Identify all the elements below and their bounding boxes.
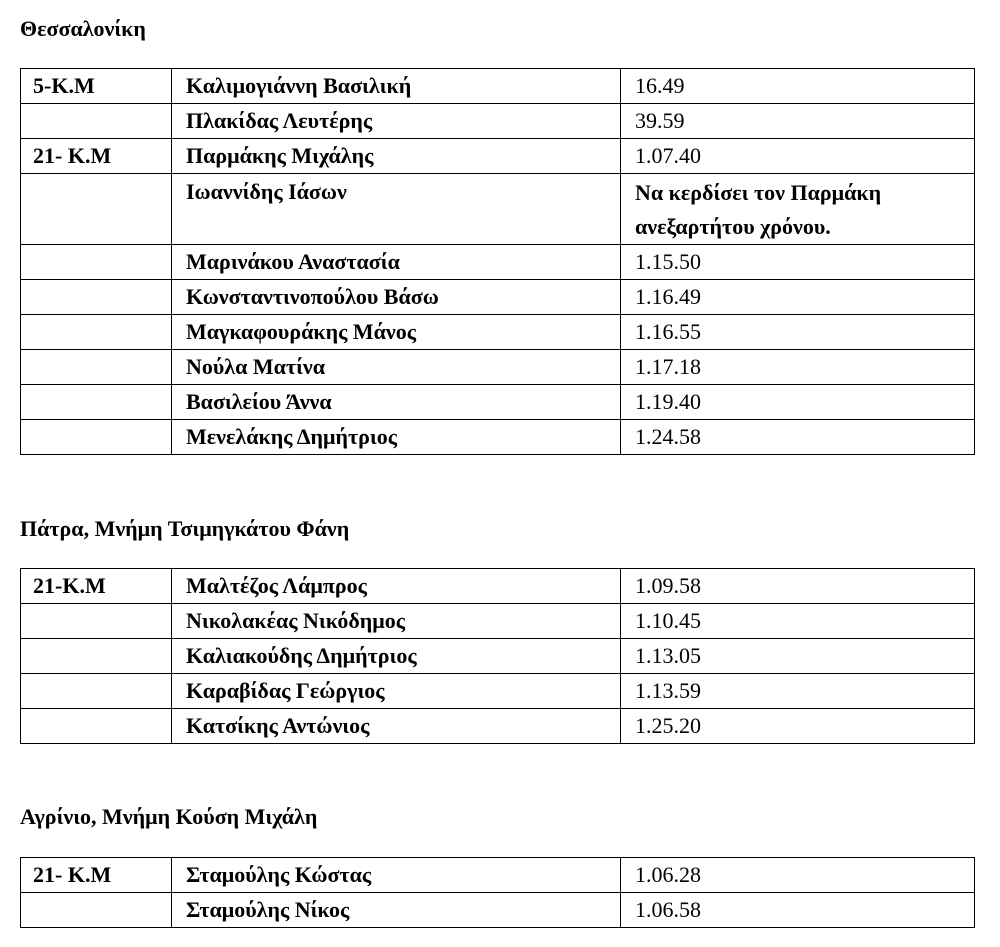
time-cell: 1.10.45 (621, 604, 975, 639)
athlete-name-cell: Ιωαννίδης Ιάσων (172, 174, 621, 245)
time-cell: 1.25.20 (621, 709, 975, 744)
category-cell (21, 639, 172, 674)
time-cell: 1.24.58 (621, 420, 975, 455)
time-cell: 1.06.28 (621, 858, 975, 893)
athlete-name-cell: Μαρινάκου Αναστασία (172, 245, 621, 280)
category-cell (21, 893, 172, 928)
table-row (21, 315, 975, 350)
table-row (21, 139, 975, 174)
athlete-name-cell: Κατσίκης Αντώνιος (172, 709, 621, 744)
category-cell (21, 104, 172, 139)
athlete-name-cell: Μενελάκης Δημήτριος (172, 420, 621, 455)
table-row (21, 604, 975, 639)
time-cell: 1.09.58 (621, 569, 975, 604)
time-cell: 1.06.58 (621, 893, 975, 928)
category-cell (21, 315, 172, 350)
table-row (21, 69, 975, 104)
time-note-cell: Να κερδίσει τον Παρμάκη ανεξαρτήτου χρόνου. (621, 174, 975, 245)
time-cell: 1.16.55 (621, 315, 975, 350)
table-row (21, 174, 975, 245)
time-cell: 1.19.40 (621, 385, 975, 420)
table-row (21, 674, 975, 709)
time-cell: 1.16.49 (621, 280, 975, 315)
athlete-name-cell: Καλιμογιάννη Βασιλική (172, 69, 621, 104)
athlete-name-cell: Σταμούλης Νίκος (172, 893, 621, 928)
section-title-thessaloniki: Θεσσαλονίκη (20, 16, 146, 41)
category-cell (21, 245, 172, 280)
table-row (21, 569, 975, 604)
time-cell: 1.15.50 (621, 245, 975, 280)
time-cell: 1.13.05 (621, 639, 975, 674)
table-row (21, 385, 975, 420)
athlete-name-cell: Σταμούλης Κώστας (172, 858, 621, 893)
athlete-name-cell: Παρμάκης Μιχάλης (172, 139, 621, 174)
category-cell: 21-Κ.Μ (21, 569, 172, 604)
category-cell (21, 174, 172, 245)
time-cell: 1.07.40 (621, 139, 975, 174)
category-cell (21, 350, 172, 385)
table-row (21, 104, 975, 139)
category-cell (21, 420, 172, 455)
athlete-name-cell: Νούλα Ματίνα (172, 350, 621, 385)
results-table-agrinio (20, 857, 975, 928)
results-table-thessaloniki (20, 68, 975, 455)
athlete-name-cell: Μαγκαφουράκης Μάνος (172, 315, 621, 350)
category-cell (21, 674, 172, 709)
category-cell (21, 385, 172, 420)
table-row (21, 709, 975, 744)
table-row (21, 350, 975, 385)
athlete-name-cell: Βασιλείου Άννα (172, 385, 621, 420)
athlete-name-cell: Νικολακέας Νικόδημος (172, 604, 621, 639)
athlete-name-cell: Καραβίδας Γεώργιος (172, 674, 621, 709)
athlete-name-cell: Μαλτέζος Λάμπρος (172, 569, 621, 604)
table-row (21, 245, 975, 280)
athlete-name-cell: Κωνσταντινοπούλου Βάσω (172, 280, 621, 315)
table-row (21, 893, 975, 928)
table-row (21, 420, 975, 455)
time-cell: 39.59 (621, 104, 975, 139)
table-row (21, 858, 975, 893)
category-cell: 21- Κ.Μ (21, 858, 172, 893)
time-cell: 16.49 (621, 69, 975, 104)
category-cell (21, 280, 172, 315)
category-cell (21, 604, 172, 639)
athlete-name-cell: Πλακίδας Λευτέρης (172, 104, 621, 139)
table-row (21, 639, 975, 674)
category-cell: 21- Κ.Μ (21, 139, 172, 174)
category-cell: 5-Κ.Μ (21, 69, 172, 104)
results-table-patra (20, 568, 975, 744)
time-cell: 1.13.59 (621, 674, 975, 709)
time-cell: 1.17.18 (621, 350, 975, 385)
table-row (21, 280, 975, 315)
category-cell (21, 709, 172, 744)
section-title-patra: Πάτρα, Μνήμη Τσιμηγκάτου Φάνη (20, 516, 350, 541)
athlete-name-cell: Καλιακούδης Δημήτριος (172, 639, 621, 674)
section-title-agrinio: Αγρίνιο, Μνήμη Κούση Μιχάλη (20, 804, 318, 829)
